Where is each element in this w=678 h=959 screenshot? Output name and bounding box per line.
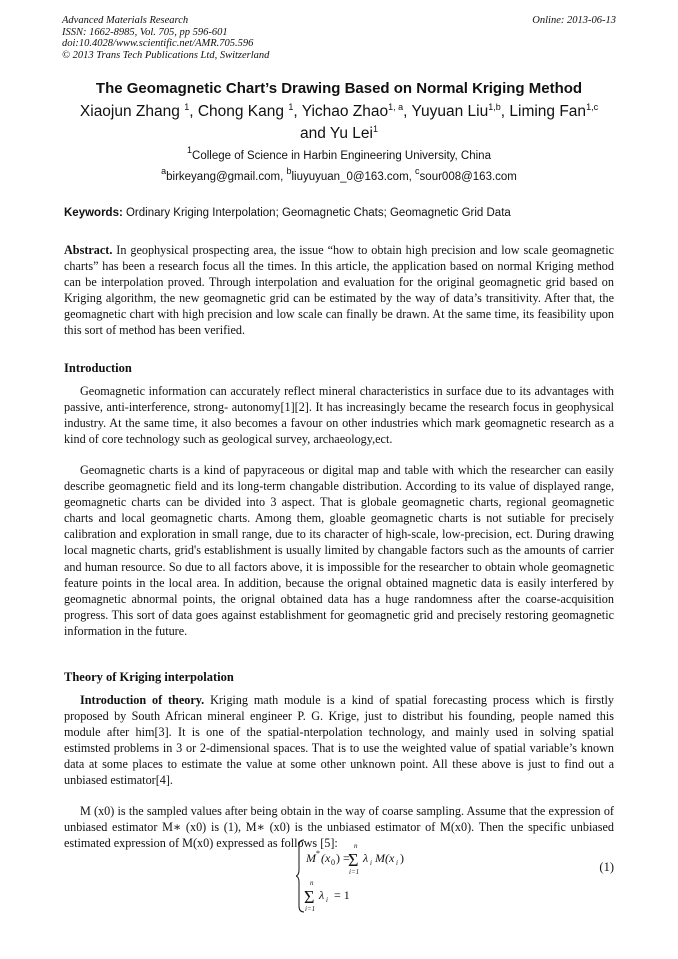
- svg-text:n: n: [310, 879, 314, 887]
- paragraph: Geomagnetic charts is a kind of papyraceous or digital map and table with which the researcher can easily describe geomagnetic field and its long-term changable distribution. According to its value of displayed range, geomagnetic charts can be divided into 3 aspect. That is globale geomagnetic charts, regional geomagnetic charts and local geomagnetic charts. Among them, gloable geomagnetic charts is not sutiable for precisely calibration and exploration in small range, due to its character of high-scale, low-precision, ect. During drawing local magnetic charts, grid's establishment is usually limited by changable factors such as the amounts of carrier and human resource. So due to all factors above, it is impossible for the researcher to obtain whole geomagnetic feature points in the local area. In addition, because the orignal obtained magnetic data is easily interfered by geomagnetic abnormal points, the orignal obtained data has a huge randomness after the coarse-acquisition progress. This sort of data goes against establishment for geomagnetic grid and precisely restoring geomagnetic information in the future.: [64, 463, 614, 638]
- paragraph: M (x0) is the sampled values after being obtain in the way of coarse sampling. Assume that the expression of unbiased estimator M∗ (x0) is (1), M∗ (x0) is the unbiased estimator of M(x0). Then the specific unbiased estimated expression of M(x0) expressed as follows [5]:: [64, 804, 614, 851]
- affiliation: $^1$College of Science in Harbin Engineering University, China: [187, 145, 491, 162]
- svg-text:= 1: = 1: [334, 888, 350, 902]
- svg-text:n: n: [354, 842, 358, 850]
- journal-name: Advanced Materials Research: [62, 15, 189, 26]
- doi-line[interactable]: doi:10.4028/www.scientific.net/AMR.705.596: [62, 38, 254, 49]
- svg-text:i=1: i=1: [349, 868, 360, 876]
- abstract-label: Abstract.: [64, 243, 113, 257]
- svg-text:Σ: Σ: [304, 887, 315, 907]
- svg-text:i: i: [370, 859, 372, 867]
- paper-title: The Geomagnetic Chart’s Drawing Based on Normal Kriging Method: [95, 80, 583, 97]
- equation-1: [296, 838, 426, 914]
- last-author: and Yu Lei$^1$: [299, 124, 378, 142]
- author: Xiaojun Zhang $^1$,: [79, 102, 198, 120]
- subsection-lead: Introduction of theory.: [80, 693, 205, 707]
- author: Yuyuan Liu$^{1,b}$,: [411, 102, 510, 120]
- keywords: [64, 207, 614, 219]
- email-link[interactable]: $^c$sour008@163.com: [415, 166, 517, 183]
- copyright-line: © 2013 Trans Tech Publications Ltd, Switzerland: [62, 49, 270, 61]
- svg-text:) =: ) =: [336, 851, 350, 865]
- section-heading-theory: Theory of Kriging interpolation: [64, 670, 234, 684]
- issn-line: ISSN: 1662-8985, Vol. 705, pp 596-601: [62, 26, 228, 38]
- svg-text:λ: λ: [319, 888, 325, 902]
- paragraph: Geomagnetic information can accurately reflect mineral characteristics in surface due to its advantages with passive, anti-interference, strong- autonomy[1][2]. It has increasingly became the research focus in geophysical industry. At the same time, it also becomes a favour on other industries which mark geomagnetic research as a kind of core technology such as geological survey, archaeology,ect.: [64, 384, 614, 447]
- abstract: [64, 242, 614, 339]
- svg-text:M: M: [306, 851, 316, 865]
- paragraph: Introduction of theory. Kriging math module is a kind of spatial forecasting process which is firstly proposed by South African mineral engineer P. G. Krige, just to distribut his founding, people named this module after him[3]. It is one of the spatial-nterpolation technology, and mainly used in solving spatial estimsted problems in 3 or 2-dimensional spaces. That is to use the weighted value of spatial variable’s known data at some places to estimate the value at some other unknown point. All these above is just to find out a unbiased estimator[4].: [64, 693, 614, 788]
- svg-text:i: i: [326, 896, 328, 904]
- author-list: [52, 101, 626, 145]
- svg-text:i=1: i=1: [305, 905, 316, 913]
- journal-header: [62, 15, 269, 61]
- svg-text:): ): [400, 851, 404, 865]
- email-link[interactable]: $^b$liuyuyuan_0@163.com,: [286, 166, 416, 183]
- author: Chong Kang $^1$,: [197, 102, 302, 120]
- author: Yichao Zhao$^{1, a}$,: [301, 102, 412, 120]
- email-link[interactable]: $^a$birkeyang@gmail.com,: [161, 166, 287, 183]
- svg-text:i: i: [396, 859, 398, 867]
- keywords-label: Keywords:: [64, 207, 123, 219]
- section-heading-introduction: Introduction: [64, 361, 132, 375]
- online-date: Online: 2013-06-13: [532, 15, 616, 26]
- sigma-symbol: Σ: [348, 850, 359, 870]
- keywords-text: Ordinary Kriging Interpolation; Geomagnetic Chats; Geomagnetic Grid Data: [122, 207, 511, 219]
- svg-text:M(x: M(x: [375, 851, 395, 865]
- author: Liming Fan$^{1,c}$: [509, 102, 599, 120]
- svg-text:λ: λ: [363, 851, 369, 865]
- author-emails: [40, 166, 638, 183]
- svg-text:(x: (x: [321, 851, 331, 865]
- equation-number: (1): [599, 860, 614, 874]
- svg-text:0: 0: [331, 858, 335, 867]
- abstract-text: In geophysical prospecting area, the issue “how to obtain high precision and low scale geomagnetic charts” has been a research focus all the times. In this article, the application based on normal Kriging method can be interpolation proved. Through interpolation and evaluation for the original geomagnetic grid based on Kriging algorithm, the new geomagnetic grid can be estimated by the way of data’s transitivity. After that, the geomagnetic chart with high precision and low scale can finally be drawn. At the same time, its feasibility upon this sort of method has been verified.: [64, 243, 614, 338]
- svg-text:*: *: [316, 849, 320, 858]
